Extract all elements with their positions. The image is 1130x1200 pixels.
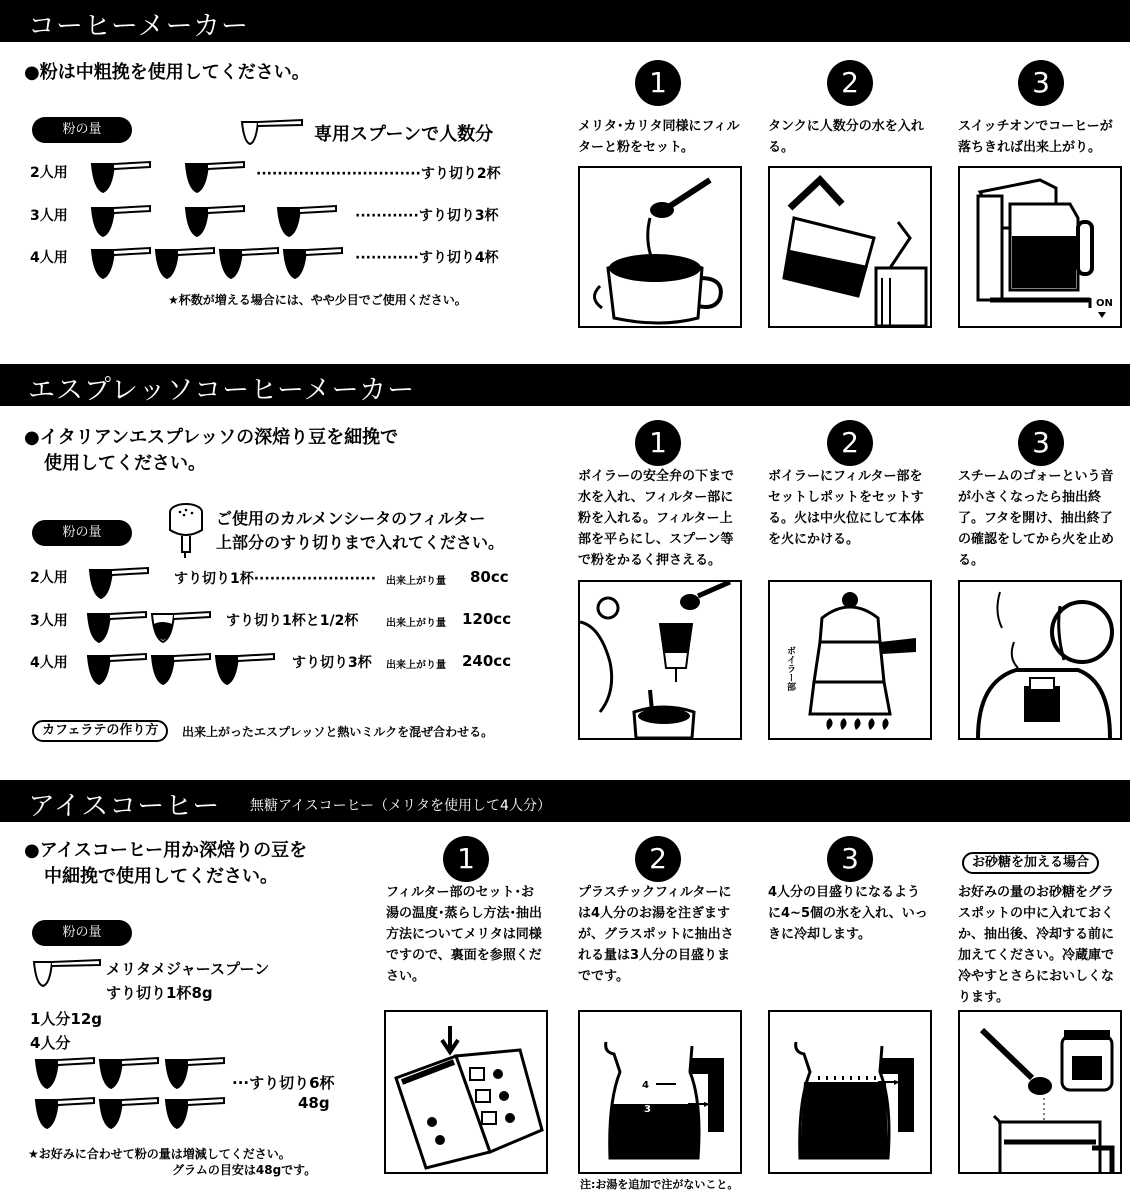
- total-grams: 48g: [298, 1094, 330, 1112]
- powder-amount-badge: 粉の量: [32, 117, 132, 143]
- scoop-icon: [282, 246, 344, 280]
- step-number: 2: [635, 836, 681, 882]
- scoop-icon: [276, 204, 338, 238]
- row-value: ············すり切り3杯: [355, 208, 499, 224]
- sugar-label: お砂糖を加える場合: [962, 852, 1099, 874]
- note: ★お好みに合わせて粉の量は増減してください。: [28, 1147, 291, 1161]
- step-text: 4人分の目盛りになるように4~5個の氷を入れ、いっきに冷却します。: [768, 885, 928, 942]
- step-text: ボイラーの安全弁の下まで水を入れ、フィルター部に粉を入れる。フィルター上部を平らにし、スプーン等で粉をかるく押さえる。: [578, 469, 735, 568]
- step-number: 2: [827, 60, 873, 106]
- per-person-amount: 1人分12g: [30, 1010, 103, 1028]
- step-number: 1: [443, 836, 489, 882]
- latte-instruction: 出来上がったエスプレッソと熱いミルクを混ぜ合わせる。: [182, 725, 494, 739]
- step-text: タンクに人数分の水を入れる。: [768, 119, 924, 155]
- row-value: ············すり切り4杯: [355, 250, 499, 266]
- scoop-icon: [214, 652, 276, 686]
- step-number: 1: [635, 420, 681, 466]
- section-title: アイスコーヒー: [28, 791, 221, 822]
- manual-illustration: [384, 1010, 548, 1174]
- scale-mark: 3: [644, 1104, 651, 1115]
- step-number: 3: [1018, 60, 1064, 106]
- filter-set-illustration: [578, 166, 742, 328]
- powder-amount-badge: 粉の量: [32, 920, 132, 946]
- scoop-icon: [34, 1056, 96, 1090]
- four-person-label: 4人分: [30, 1034, 71, 1052]
- on-label: ON: [1096, 298, 1113, 309]
- step-number: 1: [635, 60, 681, 106]
- step-text: スチームのゴォーという音が小さくなったら抽出終了。フタを開け、抽出終了の確認をしてから火を止める。: [958, 469, 1115, 568]
- yield-value: 120cc: [462, 610, 512, 628]
- add-sugar-illustration: [958, 1010, 1122, 1174]
- yield-label: 出来上がり量: [386, 618, 446, 629]
- half-scoop-icon: [150, 610, 212, 644]
- scoop-icon: [90, 160, 152, 194]
- scoop-icon: [98, 1056, 160, 1090]
- espresso-done-illustration: [958, 580, 1122, 740]
- coffee-ready-illustration: [958, 166, 1122, 328]
- scoop-count: ···すり切り6杯: [232, 1074, 335, 1092]
- spoon-instruction: 専用スプーンで人数分: [314, 124, 494, 145]
- note: グラムの目安は48gです。: [172, 1163, 317, 1177]
- scoop-icon: [90, 204, 152, 238]
- spoon-weight: すり切り1杯8g: [106, 984, 213, 1002]
- yield-value: 80cc: [470, 568, 509, 586]
- scoop-icon: [88, 566, 150, 600]
- melitta-spoon-icon: [30, 956, 102, 988]
- espresso-heat-illustration: [768, 580, 932, 740]
- yield-value: 240cc: [462, 652, 512, 670]
- powder-amount-badge: 粉の量: [32, 520, 132, 546]
- row-value: ·······························すり切り2杯: [256, 166, 501, 182]
- step-text: スイッチオンでコーヒーが落ちきれば出来上がり。: [958, 119, 1113, 155]
- scoop-icon: [86, 652, 148, 686]
- step-number: 3: [1018, 420, 1064, 466]
- scoop-icon: [98, 1096, 160, 1130]
- row-value: すり切り1杯と1/2杯: [226, 613, 359, 629]
- scoop-icon: [184, 160, 246, 194]
- row-label: 2人用: [30, 570, 68, 586]
- row-label: 4人用: [30, 250, 68, 266]
- row-value: すり切り3杯: [292, 655, 372, 671]
- section-header-coffee-maker: [0, 0, 1130, 42]
- scoop-icon: [164, 1056, 226, 1090]
- pour-hot-water-illustration: [578, 1010, 742, 1174]
- scoop-icon: [184, 204, 246, 238]
- spoon-outline-icon: [240, 118, 304, 146]
- section-title: エスプレッソコーヒーメーカー: [28, 375, 416, 406]
- grind-instruction: ●イタリアンエスプレッソの深焙り豆を細挽で: [24, 427, 399, 448]
- grind-instruction: ●粉は中粗挽を使用してください。: [24, 62, 310, 83]
- scoop-icon: [86, 610, 148, 644]
- scoop-icon: [150, 652, 212, 686]
- spoon-name: メリタメジャースプーン: [106, 960, 270, 978]
- sugar-text: お好みの量のお砂糖をグラスポットの中に入れておくか、抽出後、冷却する前に加えてください。冷蔵庫で冷やすとさらにおいしくなります。: [958, 885, 1115, 1005]
- grind-instruction: ●アイスコーヒー用か深焙りの豆を: [24, 840, 308, 861]
- row-label: 3人用: [30, 208, 68, 224]
- scoop-icon: [218, 246, 280, 280]
- scoop-icon: [90, 246, 152, 280]
- yield-label: 出来上がり量: [386, 576, 446, 587]
- step-text: プラスチックフィルターには4人分のお湯を注ぎますが、グラスポットに抽出される量は3人分の目盛りまでです。: [578, 885, 734, 984]
- row-label: 3人用: [30, 613, 68, 629]
- latte-label: カフェラテの作り方: [32, 720, 168, 742]
- filter-instruction: 上部分のすり切りまで入れてください。: [216, 533, 505, 552]
- filter-instruction: ご使用のカルメンシータのフィルター: [216, 509, 486, 528]
- section-subtitle: 無糖アイスコーヒー（メリタを使用して4人分）: [250, 798, 551, 814]
- add-ice-illustration: [768, 1010, 932, 1174]
- water-tank-illustration: [768, 166, 932, 328]
- scoop-icon: [34, 1096, 96, 1130]
- boiler-label: ボイラー部: [785, 646, 795, 691]
- yield-label: 出来上がり量: [386, 660, 446, 671]
- espresso-fill-illustration: [578, 580, 742, 740]
- grind-instruction: 中細挽で使用してください。: [44, 866, 278, 887]
- step-number: 2: [827, 420, 873, 466]
- grind-instruction: 使用してください。: [44, 453, 206, 474]
- section-header-espresso-maker: [0, 364, 1130, 406]
- step-text: ボイラーにフィルター部をセットしポットをセットする。火は中火位にして本体を火にかける。: [768, 469, 925, 547]
- row-value: すり切り1杯·······················: [174, 571, 377, 587]
- scoop-icon: [164, 1096, 226, 1130]
- filter-basket-icon: [166, 500, 206, 560]
- step-number: 3: [827, 836, 873, 882]
- row-label: 2人用: [30, 165, 68, 181]
- section-title: コーヒーメーカー: [28, 11, 250, 42]
- section-header-iced-coffee: [0, 780, 1130, 822]
- step-text: メリタ･カリタ同様にフィルターと粉をセット。: [578, 119, 740, 155]
- row-label: 4人用: [30, 655, 68, 671]
- scale-mark: 4: [642, 1080, 649, 1091]
- step-text: フィルター部のセット･お湯の温度･蒸らし方法･抽出方法についてメリタは同様ですので、裏面を参照ください。: [386, 885, 543, 984]
- footnote: 注:お湯を追加で注がないこと。: [580, 1178, 739, 1191]
- note: ★杯数が増える場合には、やや少目でご使用ください。: [168, 293, 467, 307]
- scoop-icon: [154, 246, 216, 280]
